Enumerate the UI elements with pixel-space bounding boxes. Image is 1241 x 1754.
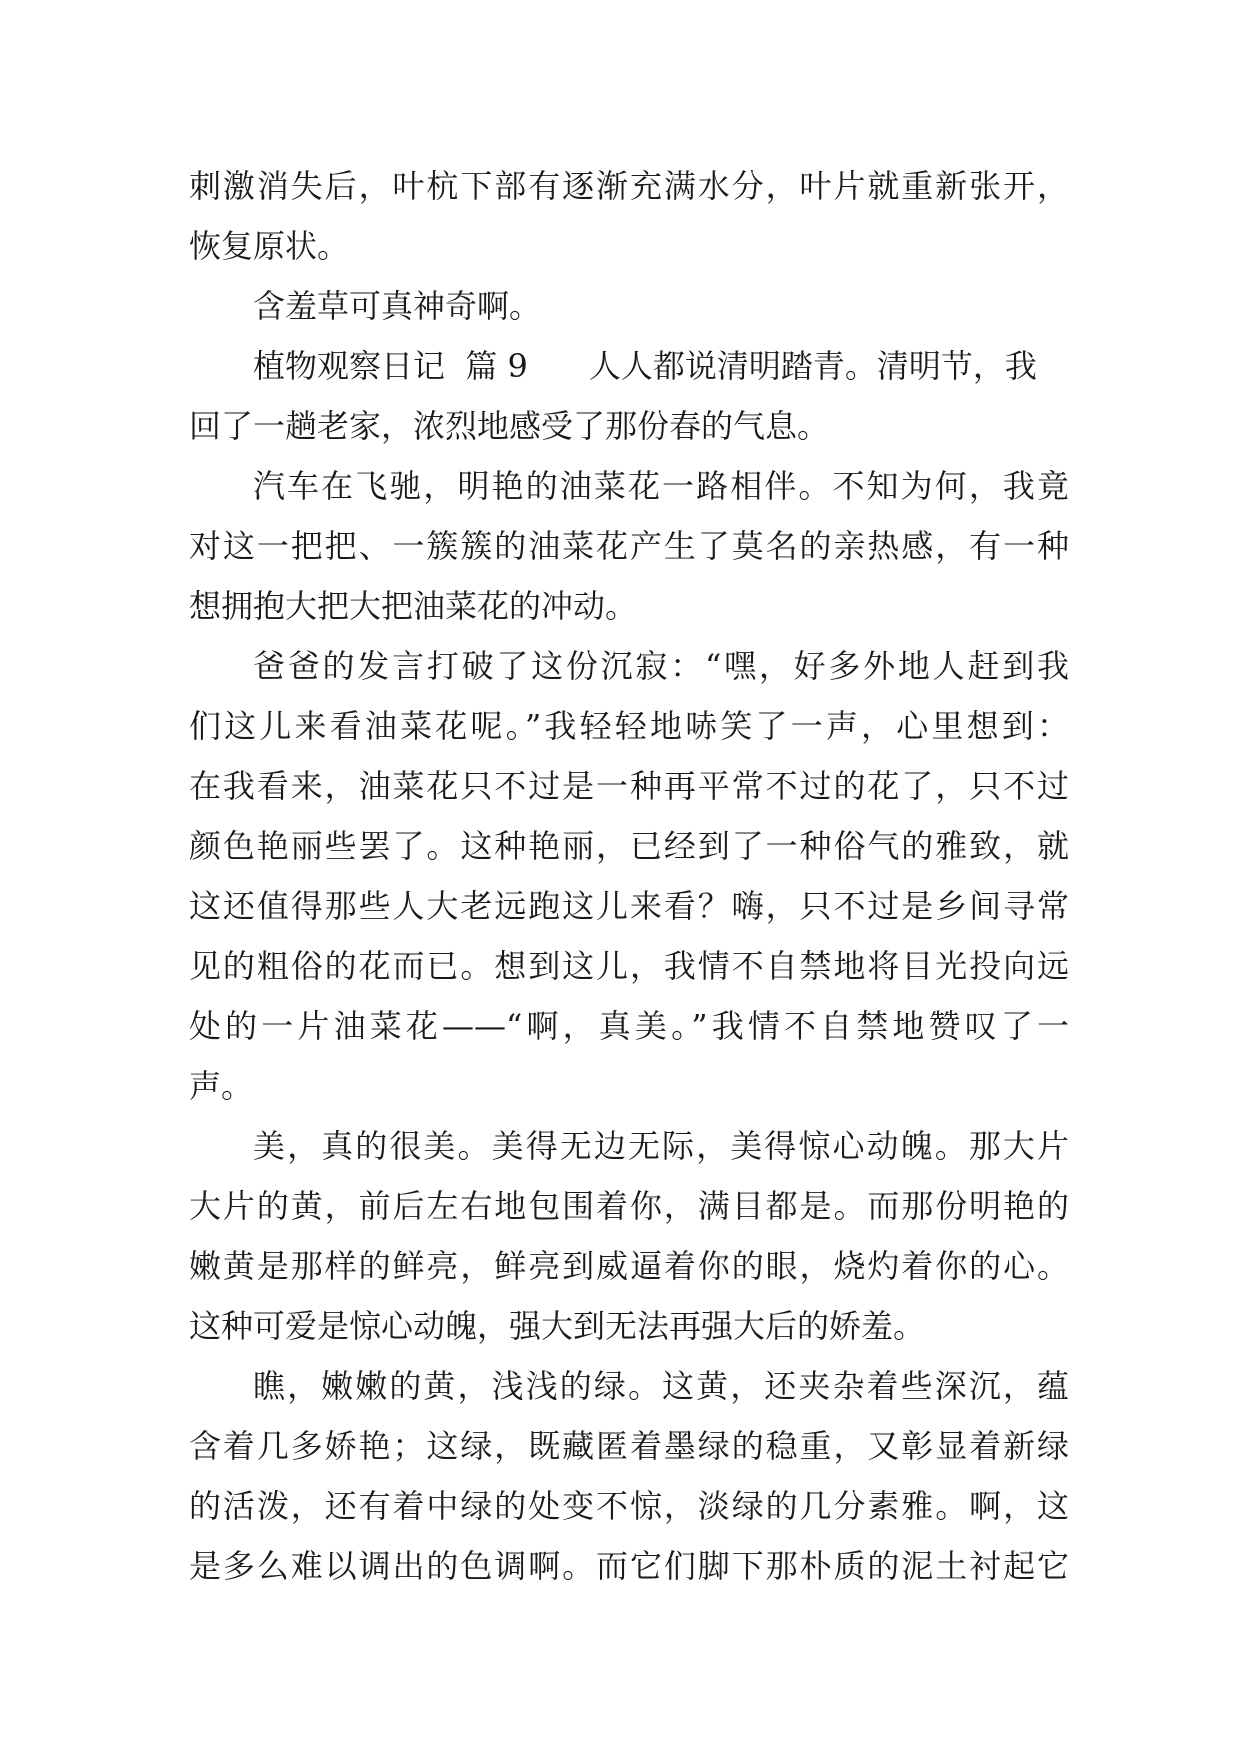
paragraph <box>189 336 1069 456</box>
paragraph <box>189 156 1069 276</box>
text-line: 颜色艳丽些罢了。这种艳丽，已经到了一种俗气的雅致，就 <box>189 827 1069 865</box>
text-line: 汽车在飞驰，明艳的油菜花一路相伴。不知为何，我竟 <box>253 467 1069 505</box>
text-line: 美，真的很美。美得无边无际，美得惊心动魄。那大片 <box>253 1127 1069 1165</box>
text-line: 爸爸的发言打破了这份沉寂：“嘿，好多外地人赶到我 <box>253 647 1069 685</box>
text-line: 对这一把把、一簇簇的油菜花产生了莫名的亲热感，有一种 <box>189 527 1069 565</box>
text-line: 声。 <box>189 1067 254 1105</box>
text-line: 这种可爱是惊心动魄，强大到无法再强大后的娇羞。 <box>189 1307 926 1345</box>
text-line: 回了一趟老家，浓烈地感受了那份春的气息。 <box>189 407 830 445</box>
text-line: 含着几多娇艳；这绿，既藏匿着墨绿的稳重，又彰显着新绿 <box>189 1427 1069 1465</box>
text-line: 这还值得那些人大老远跑这儿来看？嗨，只不过是乡间寻常 <box>189 887 1069 925</box>
text-line: 处的一片油菜花——“啊，真美。”我情不自禁地赞叹了一 <box>189 1007 1069 1045</box>
paragraph <box>189 456 1069 636</box>
text-line: 的活泼，还有着中绿的处变不惊，淡绿的几分素雅。啊，这 <box>189 1487 1069 1525</box>
text-line: 们这儿来看油菜花呢。”我轻轻地哧笑了一声，心里想到： <box>189 707 1069 745</box>
text-line: 瞧，嫩嫩的黄，浅浅的绿。这黄，还夹杂着些深沉，蕴 <box>253 1367 1069 1405</box>
paragraph <box>189 1116 1069 1356</box>
text-line: 大片的黄，前后左右地包围着你，满目都是。而那份明艳的 <box>189 1187 1069 1225</box>
paragraph <box>189 276 1069 336</box>
text-line: 是多么难以调出的色调啊。而它们脚下那朴质的泥土衬起它 <box>189 1547 1069 1585</box>
text-line: 植物观察日记 篇 9 人人都说清明踏青。清明节，我 <box>253 347 1037 385</box>
text-line: 恢复原状。 <box>189 227 350 265</box>
text-line: 见的粗俗的花而已。想到这儿，我情不自禁地将目光投向远 <box>189 947 1069 985</box>
text-line: 刺激消失后，叶杭下部有逐渐充满水分，叶片就重新张开， <box>189 167 1069 205</box>
document-body <box>189 156 1069 1596</box>
paragraph <box>189 1356 1069 1596</box>
text-line: 含羞草可真神奇啊。 <box>253 287 542 325</box>
paragraph <box>189 636 1069 1116</box>
text-line: 在我看来，油菜花只不过是一种再平常不过的花了，只不过 <box>189 767 1069 805</box>
text-line: 想拥抱大把大把油菜花的冲动。 <box>189 587 638 625</box>
text-line: 嫩黄是那样的鲜亮，鲜亮到威逼着你的眼，烧灼着你的心。 <box>189 1247 1069 1285</box>
